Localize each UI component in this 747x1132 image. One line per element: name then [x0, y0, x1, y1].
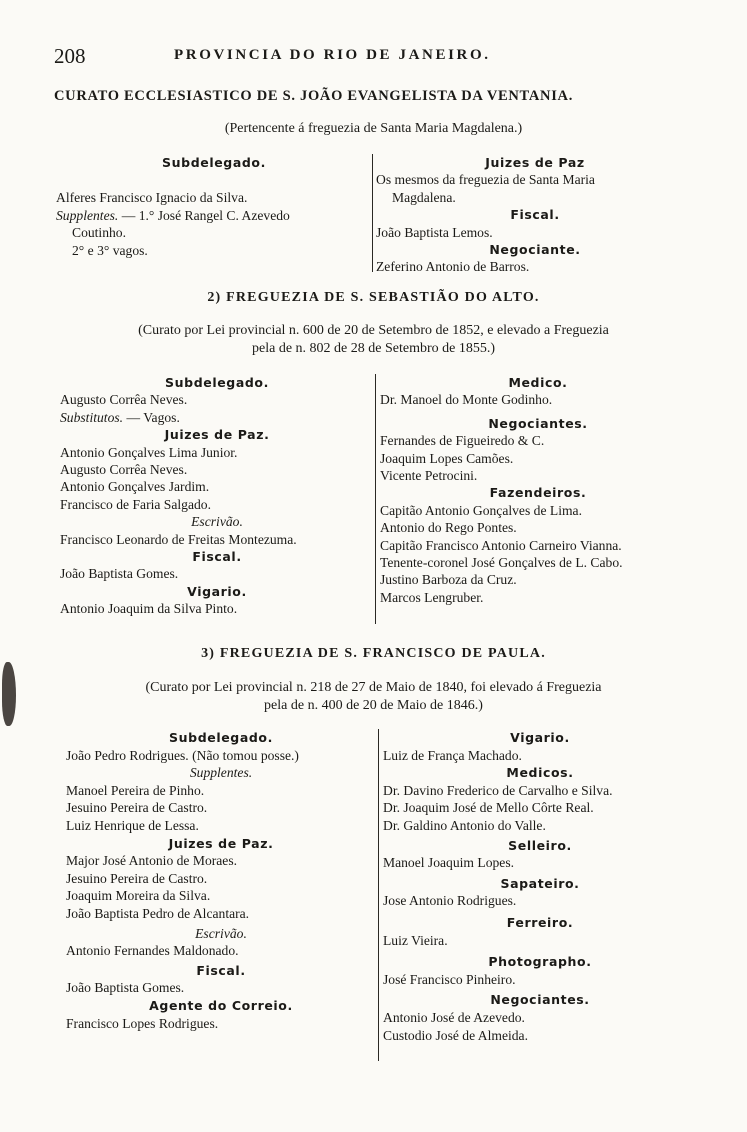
- negociante-name: Antonio José de Azevedo.: [383, 1009, 525, 1025]
- juizes-heading: Juizes de Paz: [485, 155, 585, 170]
- column-divider: [372, 154, 373, 272]
- vigario-name: Antonio Joaquim da Silva Pinto.: [60, 601, 238, 617]
- section-3-note-line-2: pela de n. 400 de 20 de Maio de 1846.): [264, 698, 483, 713]
- substitutos-line: [60, 409, 374, 426]
- page-number: 208: [54, 44, 86, 68]
- ink-blot: [2, 662, 16, 726]
- page-header: [54, 44, 695, 72]
- negociante-heading: Negociante.: [489, 242, 581, 258]
- juiz-name: Antonio Gonçalves Jardim.: [60, 479, 210, 495]
- escrivao-name: Antonio Fernandes Maldonado.: [66, 943, 239, 959]
- selleiro-name: Manoel Joaquim Lopes.: [383, 855, 515, 871]
- subdelegado-heading: Subdelegado.: [169, 730, 273, 745]
- medicos-heading: Medicos.: [506, 765, 574, 781]
- section-1-left-column: [56, 154, 372, 259]
- supplente-name: Manoel Pereira de Pinho.: [66, 782, 205, 798]
- fiscal-heading: Fiscal.: [510, 207, 560, 223]
- fiscal-name: João Baptista Gomes.: [66, 980, 185, 996]
- negociante-name: Fernandes de Figueiredo & C.: [380, 433, 545, 449]
- substitutos-label: Substitutos.: [60, 409, 124, 425]
- supplentes-label: Supplentes.: [56, 207, 119, 223]
- juiz-name: Augusto Corrêa Neves.: [60, 462, 188, 478]
- juiz-name: Antonio Gonçalves Lima Junior.: [60, 444, 238, 460]
- medico-name: Dr. Manoel do Monte Godinho.: [380, 392, 553, 408]
- fiscal-name: João Baptista Lemos.: [376, 224, 493, 240]
- negociantes-heading: Negociantes.: [490, 992, 590, 1008]
- fazendeiros-heading: Fazendeiros.: [489, 485, 587, 501]
- vigario-heading: Vigario.: [187, 583, 247, 599]
- section-3-title: 3) FREGUEZIA DE S. FRANCISCO DE PAULA.: [201, 646, 546, 661]
- negociante-name: Zeferino Antonio de Barros.: [376, 259, 530, 275]
- escrivao-heading: Escrivão.: [195, 925, 247, 941]
- juiz-name: Major José Antonio de Moraes.: [66, 853, 238, 869]
- section-1-right-column: [376, 154, 694, 276]
- section-2-title: 2) FREGUEZIA DE S. SEBASTIÃO DO ALTO.: [207, 290, 540, 305]
- agente-name: Francisco Lopes Rodrigues.: [66, 1015, 219, 1031]
- juiz-name: Joaquim Moreira da Silva.: [66, 888, 211, 904]
- supplentes-line: [56, 207, 372, 224]
- supplentes-vagos: 2° e 3° vagos.: [72, 242, 148, 258]
- section-3-left-column: [66, 729, 376, 1032]
- column-divider: [375, 374, 376, 624]
- negociante-name: Custodio José de Almeida.: [383, 1027, 528, 1043]
- fazendeiro-name: Capitão Francisco Antonio Carneiro Vianna.: [380, 537, 622, 553]
- fiscal-name: João Baptista Gomes.: [60, 566, 179, 582]
- section-2-note-line-1: (Curato por Lei provincial n. 600 de 20 de Setembro de 1852, e elevado a Freguezia: [138, 323, 609, 338]
- section-3-note-line-1: (Curato por Lei provincial n. 218 de 27 de Maio de 1840, foi elevado á Freguezia: [145, 680, 602, 695]
- medico-heading: Medico.: [508, 375, 568, 390]
- substitutos-text: — Vagos.: [123, 409, 180, 425]
- section-2-right-column: [380, 374, 696, 606]
- photographo-name: José Francisco Pinheiro.: [383, 971, 516, 987]
- fazendeiro-name: Justino Barboza da Cruz.: [380, 572, 517, 588]
- juiz-name: Jesuino Pereira de Castro.: [66, 870, 208, 886]
- section-2-note-line-2: pela de n. 802 de 28 de Setembro de 1855.): [252, 341, 495, 356]
- supplentes-continued: Coutinho.: [72, 225, 127, 241]
- supplente-name: Luiz Henrique de Lessa.: [66, 817, 199, 833]
- sapateiro-name: Jose Antonio Rodrigues.: [383, 893, 517, 909]
- column-divider: [378, 729, 379, 1061]
- subdelegado-heading: Subdelegado.: [162, 155, 266, 170]
- subdelegado-name: Augusto Corrêa Neves.: [60, 392, 188, 408]
- escrivao-heading: Escrivão.: [191, 514, 243, 530]
- supplente-name: Jesuino Pereira de Castro.: [66, 800, 208, 816]
- fazendeiro-name: Antonio do Rego Pontes.: [380, 520, 517, 536]
- running-title: PROVINCIA DO RIO DE JANEIRO.: [174, 47, 491, 63]
- section-1-note: (Pertencente á freguezia de Santa Maria Magdalena.): [224, 121, 523, 136]
- medico-name: Dr. Joaquim José de Mello Côrte Real.: [383, 800, 594, 816]
- juizes-heading: Juizes de Paz.: [168, 835, 274, 851]
- juiz-name: João Baptista Pedro de Alcantara.: [66, 905, 250, 921]
- negociantes-heading: Negociantes.: [488, 415, 588, 431]
- fazendeiro-name: Capitão Antonio Gonçalves de Lima.: [380, 502, 582, 518]
- section-2-left-column: [60, 374, 374, 618]
- negociante-name: Vicente Petrocini.: [380, 468, 478, 484]
- photographo-heading: Photographo.: [488, 954, 592, 970]
- fazendeiro-name: Tenente-coronel José Gonçalves de L. Cabo.: [380, 555, 623, 571]
- juizes-line-1: Os mesmos da freguezia de Santa Maria: [376, 172, 595, 188]
- juiz-name: Francisco de Faria Salgado.: [60, 496, 211, 512]
- medico-name: Dr. Davino Frederico de Carvalho e Silva.: [383, 782, 613, 798]
- supplentes-heading: Supplentes.: [189, 765, 253, 781]
- juizes-heading: Juizes de Paz.: [164, 427, 270, 443]
- agente-heading: Agente do Correio.: [149, 997, 293, 1013]
- medico-name: Dr. Galdino Antonio do Valle.: [383, 817, 546, 833]
- subdelegado-name: Alferes Francisco Ignacio da Silva.: [56, 190, 248, 206]
- escrivao-name: Francisco Leonardo de Freitas Montezuma.: [60, 531, 297, 547]
- supplentes-text: — 1.° José Rangel C. Azevedo: [118, 207, 290, 223]
- fiscal-heading: Fiscal.: [192, 549, 242, 565]
- fazendeiro-name: Marcos Lengruber.: [380, 589, 484, 605]
- juizes-line-2: Magdalena.: [392, 189, 456, 205]
- subdelegado-heading: Subdelegado.: [165, 375, 269, 390]
- ferreiro-name: Luiz Vieira.: [383, 932, 448, 948]
- fiscal-heading: Fiscal.: [196, 962, 246, 978]
- subdelegado-name: João Pedro Rodrigues. (Não tomou posse.): [66, 747, 299, 763]
- sapateiro-heading: Sapateiro.: [500, 875, 580, 891]
- vigario-heading: Vigario.: [510, 730, 570, 745]
- negociante-name: Joaquim Lopes Camões.: [380, 450, 514, 466]
- ferreiro-heading: Ferreiro.: [506, 914, 574, 930]
- selleiro-heading: Selleiro.: [508, 837, 572, 853]
- section-3-right-column: [383, 729, 697, 1044]
- section-1-title: CURATO ECCLESIASTICO DE S. JOÃO EVANGELISTA DA VENTANIA.: [54, 88, 574, 104]
- vigario-name: Luiz de França Machado.: [383, 747, 522, 763]
